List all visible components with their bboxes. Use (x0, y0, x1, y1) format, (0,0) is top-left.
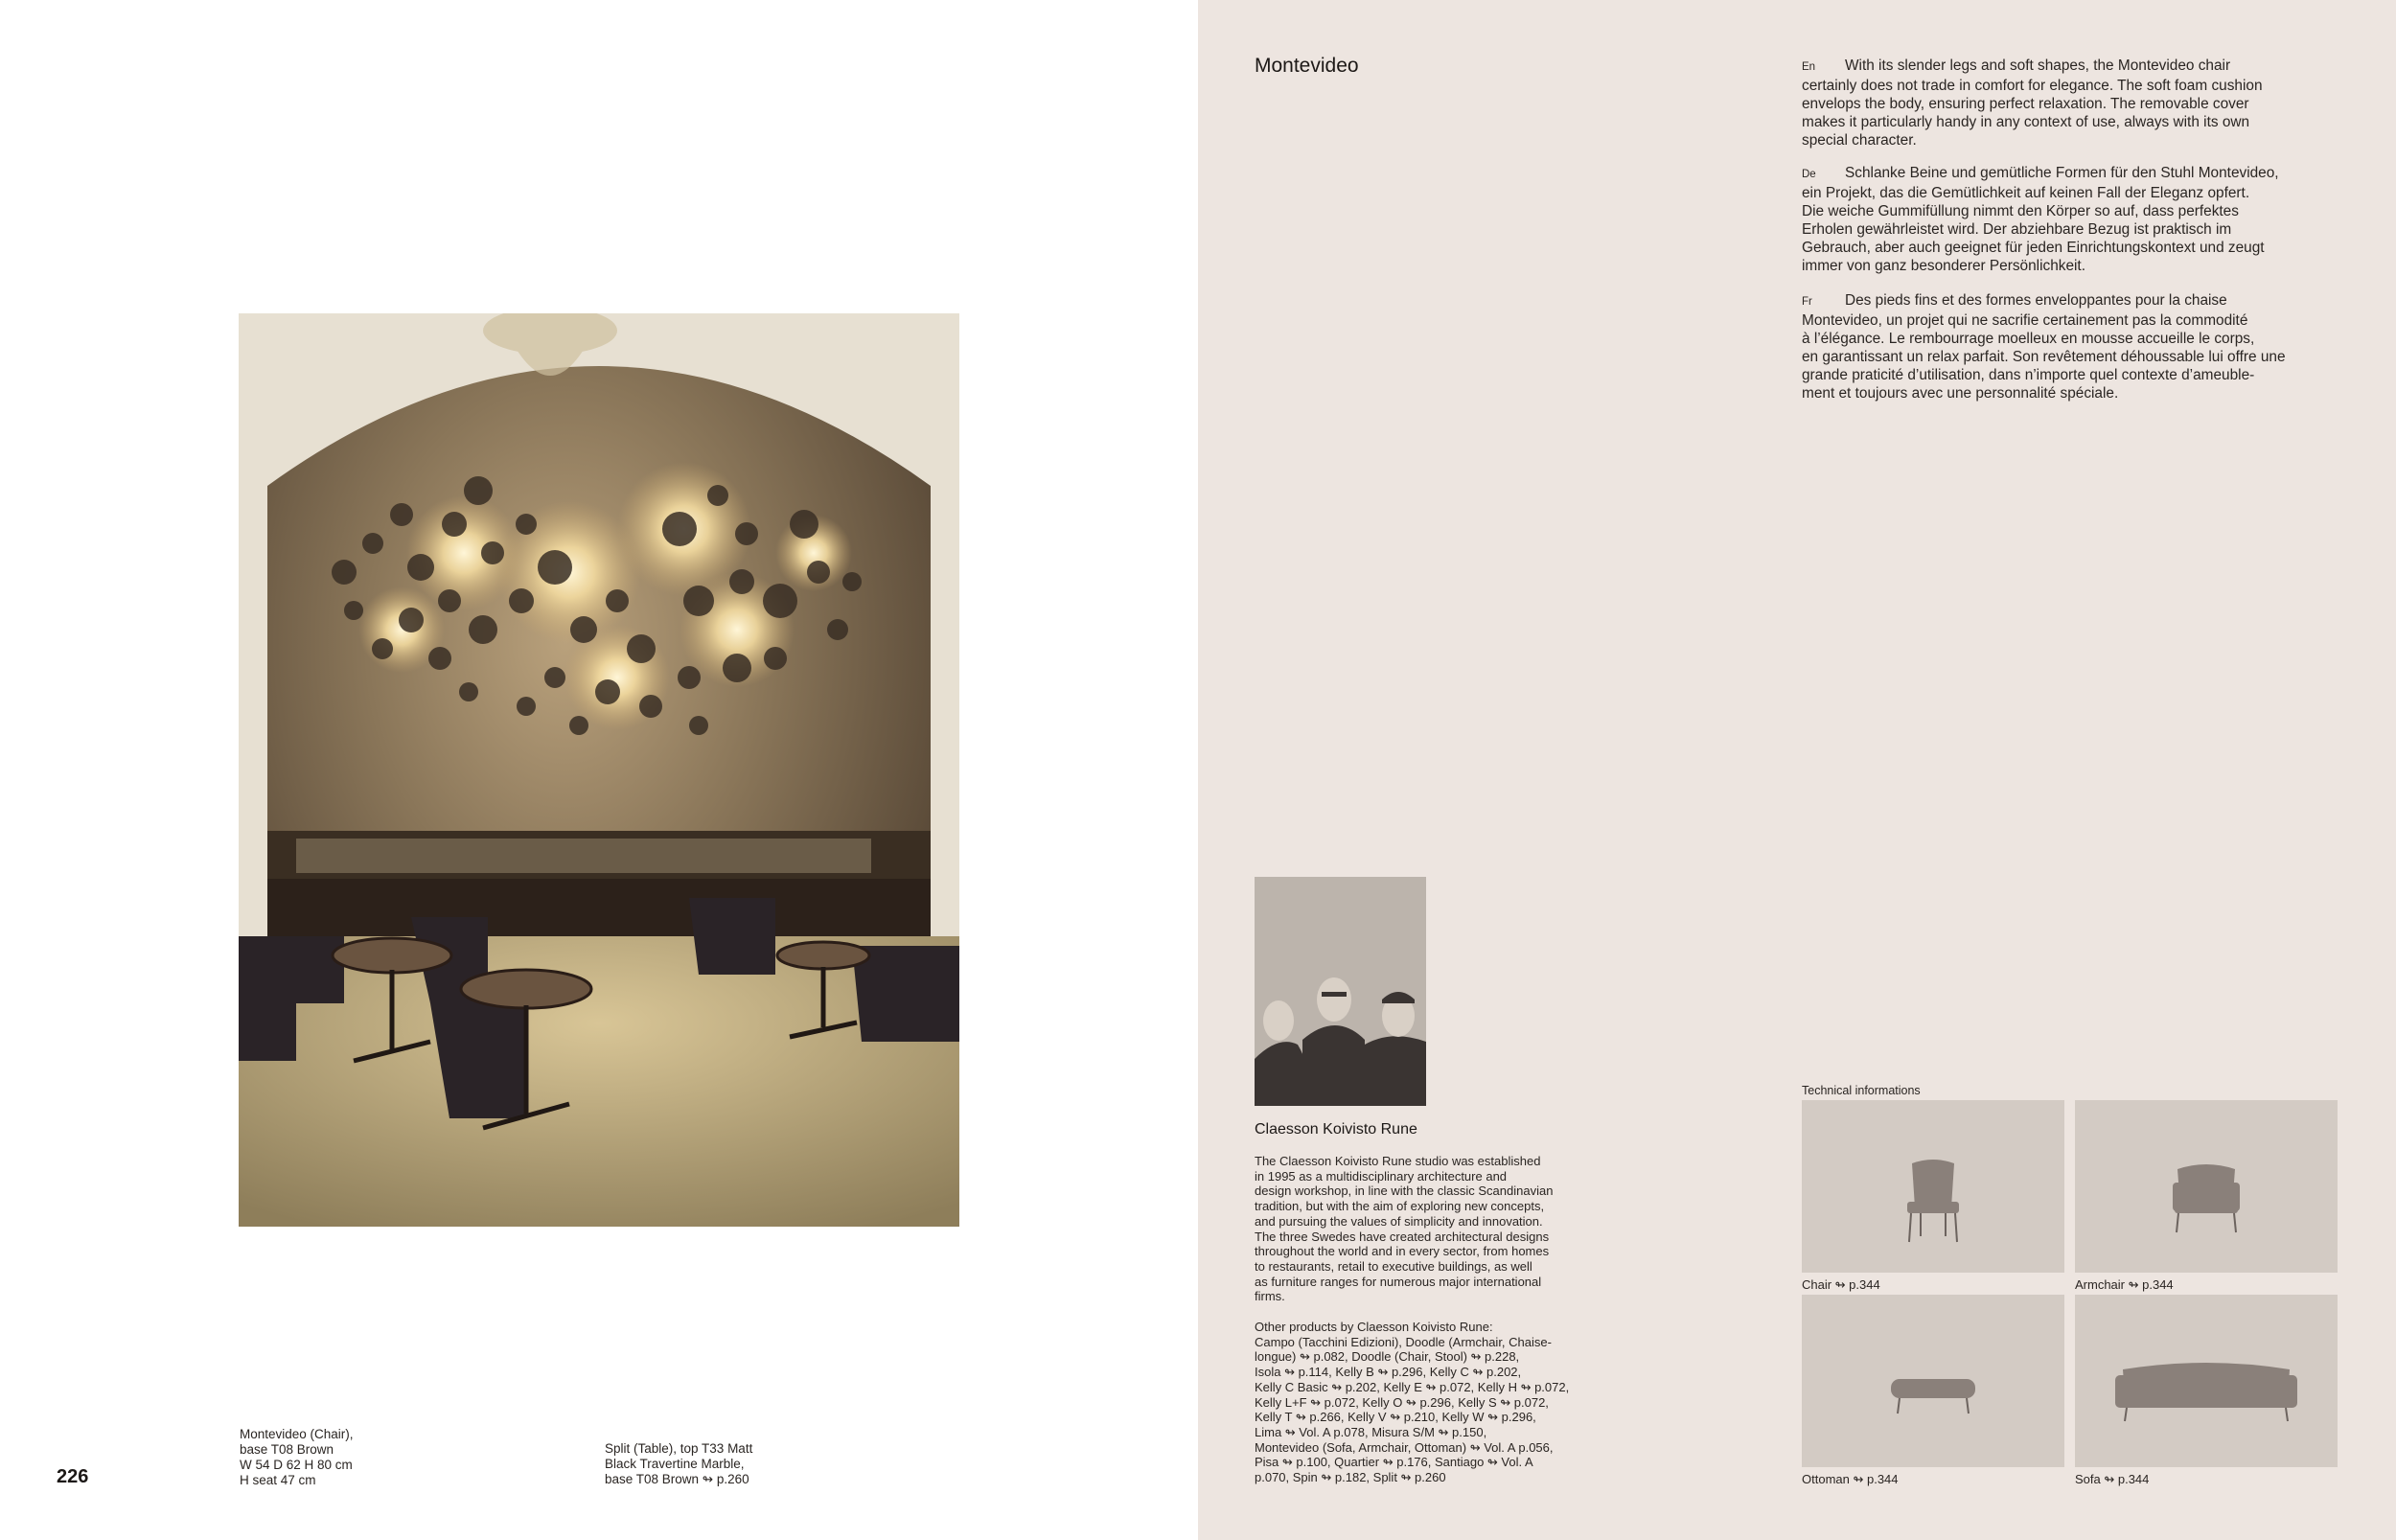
ottoman-thumbnail[interactable] (1802, 1295, 2064, 1467)
other-products-line: Montevideo (Sofa, Armchair, Ottoman) ↬ Vol. A p.056, (1255, 1439, 1554, 1455)
chair-thumbnail[interactable] (1802, 1100, 2064, 1273)
description-de (1802, 164, 2338, 275)
chair-caption-line: W 54 D 62 H 80 cm (240, 1458, 353, 1472)
table-caption-line: Black Travertine Marble, (605, 1457, 745, 1471)
sofa-label[interactable]: Sofa ↬ p.344 (2075, 1472, 2150, 1486)
designer-bio (1255, 1154, 1553, 1304)
description-line: ein Projekt, das die Gemütlichkeit auf keinen Fall der Eleganz opfert. (1802, 185, 2250, 201)
description-line: en garantissant un relax parfait. Son revêtement déhoussable lui offre une (1802, 349, 2286, 365)
page-number: 226 (57, 1466, 89, 1487)
table-caption (605, 1441, 752, 1487)
bio-line: The Claesson Koivisto Rune studio was established (1255, 1154, 1541, 1168)
bio-line: to restaurants, retail to executive buildings, as well (1255, 1258, 1532, 1274)
other-products-line: Lima ↬ Vol. A p.078, Misura S/M ↬ p.150, (1255, 1424, 1487, 1439)
ottoman-label[interactable]: Ottoman ↬ p.344 (1802, 1472, 1899, 1486)
other-products-line: Pisa ↬ p.100, Quartier ↬ p.176, Santiago ↬ Vol. A (1255, 1455, 1533, 1470)
language-tag: Fr (1802, 296, 1812, 308)
description-line: special character. (1802, 132, 1917, 149)
description-line: Schlanke Beine und gemütliche Formen für den Stuhl Montevideo, (1845, 165, 2279, 181)
other-products-line: Kelly C Basic ↬ p.202, Kelly E ↬ p.072, Kelly H ↬ p.072, (1255, 1379, 1570, 1394)
other-products (1255, 1320, 1569, 1485)
bio-line: and pursuing the values of simplicity and innovation. (1255, 1213, 1543, 1229)
description-line: makes it particularly handy in any context of use, always with its own (1802, 114, 2250, 130)
description-line: envelops the body, ensuring perfect relaxation. The removable cover (1802, 96, 2249, 112)
other-products-line: Isola ↬ p.114, Kelly B ↬ p.296, Kelly C ↬ p.202, (1255, 1365, 1522, 1380)
description-line: With its slender legs and soft shapes, the Montevideo chair (1845, 57, 2231, 74)
description-en (1802, 57, 2338, 149)
description-line: à l’élégance. Le rembourrage moelleux en mousse accueille le corps, (1802, 331, 2255, 347)
armchair-icon (2075, 1100, 2338, 1273)
chair-label[interactable]: Chair ↬ p.344 (1802, 1277, 1880, 1292)
description-line: Des pieds fins et des formes enveloppantes pour la chaise (1845, 292, 2227, 309)
other-products-line: Campo (Tacchini Edizioni), Doodle (Armchair, Chaise- (1255, 1334, 1552, 1349)
bio-line: The three Swedes have created architectural designs (1255, 1229, 1550, 1244)
sofa-thumbnail[interactable] (2075, 1295, 2338, 1467)
armchair-label[interactable]: Armchair ↬ p.344 (2075, 1277, 2174, 1292)
description-line: grande praticité d’utilisation, dans n’importe quel contexte d’ameuble- (1802, 367, 2255, 383)
bio-line: throughout the world and in every sector, from homes (1255, 1244, 1550, 1259)
language-tag: En (1802, 61, 1816, 73)
description-line: Gebrauch, aber auch geeignet für jeden Einrichtungskontext und zeugt (1802, 240, 2265, 256)
description-line: certainly does not trade in comfort for elegance. The soft foam cushion (1802, 78, 2263, 94)
bio-line: tradition, but with the aim of exploring new concepts, (1255, 1199, 1545, 1214)
description-line: Erholen gewährleistet wird. Der abziehbare Bezug ist praktisch im (1802, 221, 2232, 238)
table-caption-line: Split (Table), top T33 Matt (605, 1441, 753, 1456)
other-products-line: Kelly L+F ↬ p.072, Kelly O ↬ p.296, Kelly S ↬ p.072, (1255, 1394, 1549, 1410)
bio-line: firms. (1255, 1289, 1285, 1304)
bio-line: design workshop, in line with the classic Scandinavian (1255, 1184, 1554, 1199)
interior-photo-illustration (239, 313, 959, 1227)
other-products-line: longue) ↬ p.082, Doodle (Chair, Stool) ↬ p.228, (1255, 1349, 1520, 1365)
description-line: ment et toujours avec une personnalité spéciale. (1802, 385, 2119, 402)
designer-portrait-illustration (1255, 877, 1426, 1106)
technical-informations-title: Technical informations (1802, 1084, 1921, 1097)
armchair-thumbnail[interactable] (2075, 1100, 2338, 1273)
chair-icon (1802, 1100, 2064, 1273)
chair-caption-line: H seat 47 cm (240, 1473, 316, 1487)
description-fr (1802, 291, 2338, 402)
other-products-line: Other products by Claesson Koivisto Rune: (1255, 1320, 1493, 1334)
interior-photo (239, 313, 959, 1227)
chair-caption-line: base T08 Brown (240, 1442, 334, 1457)
description-line: Die weiche Gummifüllung nimmt den Körper so auf, dass perfektes (1802, 203, 2239, 219)
other-products-line: Kelly T ↬ p.266, Kelly V ↬ p.210, Kelly W ↬ p.296, (1255, 1410, 1536, 1425)
language-tag: De (1802, 169, 1816, 180)
product-title: Montevideo (1255, 55, 1359, 77)
chair-caption (240, 1427, 354, 1488)
ottoman-icon (1802, 1295, 2064, 1467)
designer-photo (1255, 877, 1426, 1106)
description-line: immer von ganz besonderer Persönlichkeit. (1802, 258, 2085, 274)
bio-line: as furniture ranges for numerous major international (1255, 1274, 1542, 1289)
chair-caption-line: Montevideo (Chair), (240, 1427, 354, 1441)
designer-name: Claesson Koivisto Rune (1255, 1121, 1417, 1138)
description-line: Montevideo, un projet qui ne sacrifie certainement pas la commodité (1802, 312, 2248, 329)
bio-line: in 1995 as a multidisciplinary architecture and (1255, 1168, 1508, 1184)
table-caption-line: base T08 Brown ↬ p.260 (605, 1472, 749, 1486)
other-products-line: p.070, Spin ↬ p.182, Split ↬ p.260 (1255, 1470, 1446, 1485)
sofa-icon (2075, 1295, 2338, 1467)
